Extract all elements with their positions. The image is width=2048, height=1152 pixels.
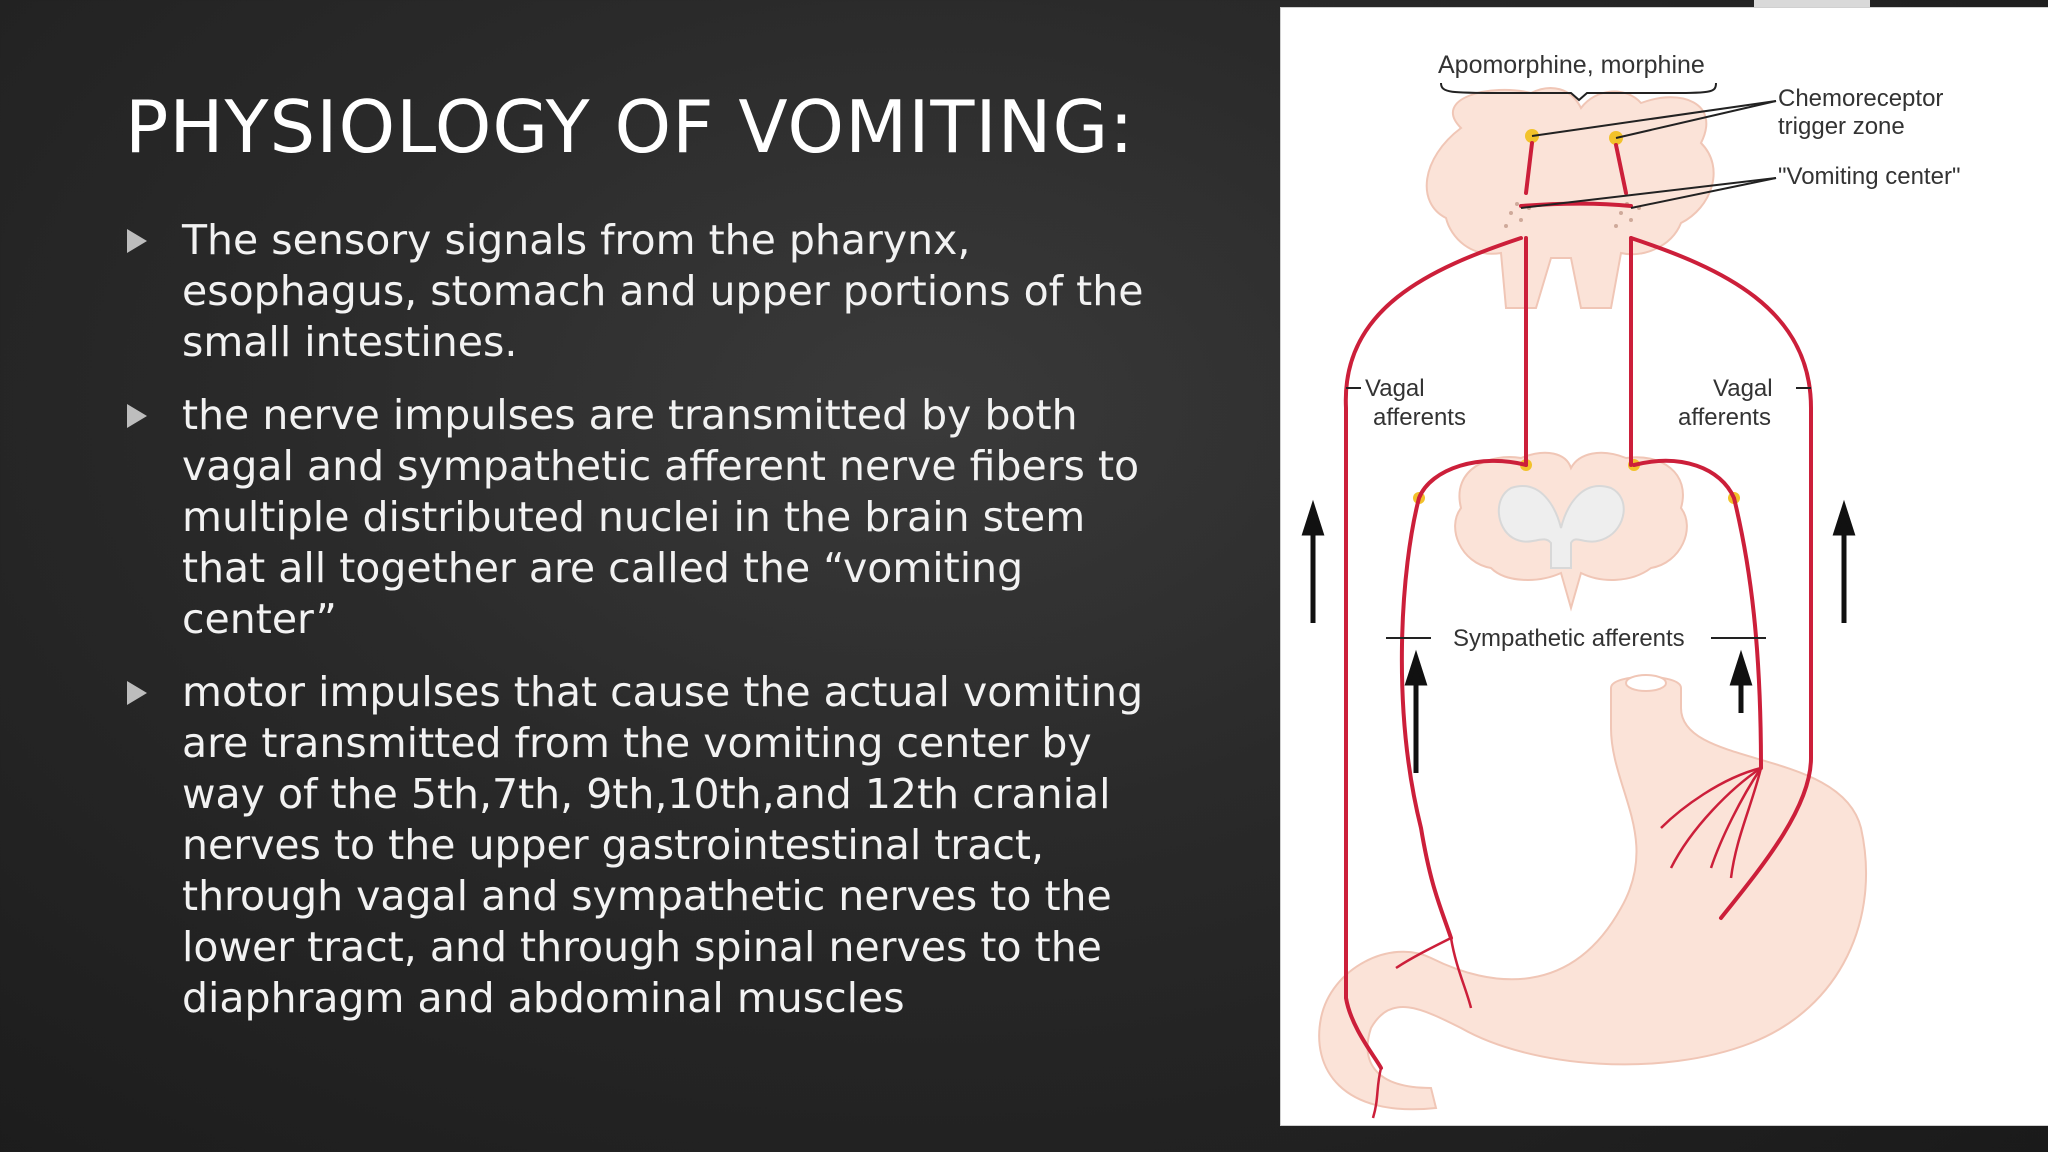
bullet-list (125, 215, 1165, 1046)
ctz-label-2: trigger zone (1778, 113, 1905, 140)
vagal-nerve-left (1346, 238, 1521, 1068)
bullet-item (125, 390, 1165, 645)
spinal-cord (1413, 453, 1740, 608)
vomiting-pathway-diagram (1280, 7, 2048, 1126)
triangle-bullet-icon (127, 681, 147, 705)
bullet-text: The sensory signals from the pharynx, esophagus, stomach and upper portions of the small intestines. (182, 216, 1144, 366)
sympathetic-label: Sympathetic afferents (1453, 625, 1685, 652)
medulla-shape (1427, 88, 1714, 308)
arrow-up-right-inner-head (1733, 658, 1749, 683)
ctz-label-1: Chemoreceptor (1778, 85, 1944, 112)
drugs-label: Apomorphine, morphine (1438, 51, 1705, 79)
vagal-left-label-1: Vagal (1365, 375, 1425, 402)
stomach-shape (1319, 677, 1866, 1110)
bullet-text: motor impulses that cause the actual vomiting are transmitted from the vomiting center by way of the 5th,7th, 9th,10th,and 12th cranial nerves to the upper gastrointestinal tract, through vagal and sympathetic nerves to the lower tract, and through spinal nerves to the diaphragm and abdominal muscles (182, 668, 1144, 1022)
slide-title: PHYSIOLOGY OF VOMITING: (125, 85, 1135, 169)
arrow-up-left-outer-head (1305, 508, 1321, 533)
diagram-svg (1281, 8, 2048, 1125)
triangle-bullet-icon (127, 404, 147, 428)
arrow-up-left-inner-head (1408, 658, 1424, 683)
brainstem (1427, 88, 1714, 308)
vagal-right-label-1: Vagal (1713, 375, 1773, 402)
esophagus-opening (1626, 675, 1666, 691)
vagal-left-label-2: afferents (1373, 404, 1466, 431)
arrow-up-right-outer-head (1836, 508, 1852, 533)
stomach (1319, 675, 1866, 1109)
bullet-item (125, 215, 1165, 368)
vagal-right-label-2: afferents (1678, 404, 1771, 431)
triangle-bullet-icon (127, 229, 147, 253)
vomiting-center-label: "Vomiting center" (1778, 163, 1961, 190)
bullet-item (125, 667, 1165, 1024)
bullet-text: the nerve impulses are transmitted by both vagal and sympathetic afferent nerve fibers to multiple distributed nuclei in the brain stem that all together are called the “vomiting center” (182, 391, 1140, 643)
